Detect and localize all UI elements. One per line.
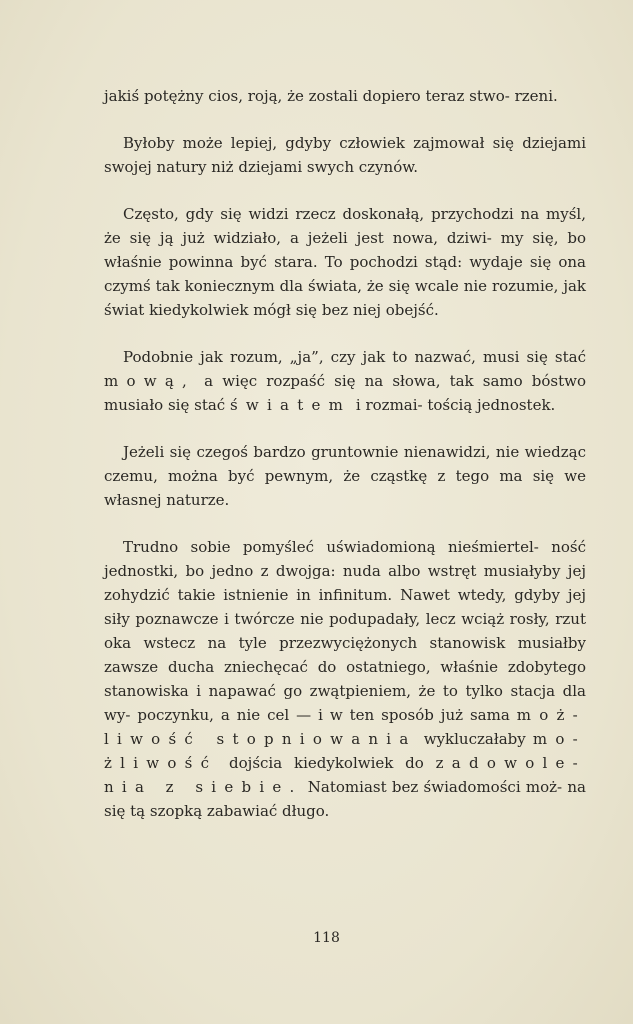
paragraph-text: jakiś potężny cios, roją, że zostali dopiero teraz stwo- rzeni. xyxy=(104,87,558,105)
paragraph xyxy=(104,535,586,823)
emphasized-spaced-text: światem xyxy=(229,396,352,414)
emphasized-spaced-text: mową, xyxy=(104,372,196,390)
paragraph-text: dojścia kiedykolwiek do xyxy=(217,754,436,772)
paragraph xyxy=(104,345,586,417)
paragraph xyxy=(104,440,586,512)
paragraph xyxy=(104,131,586,179)
paragraph-text: Byłoby może lepiej, gdyby człowiek zajmował się dziejami swojej natury niż dziejami swych czynów. xyxy=(104,134,586,176)
paragraph-text: wykluczałaby xyxy=(416,730,533,748)
paragraph xyxy=(104,202,586,322)
emphasized-spaced-text: moż- liwość stopniowania xyxy=(104,706,586,748)
paragraph xyxy=(104,84,586,108)
paragraph-text: i rozmai- tością jednostek. xyxy=(351,396,556,414)
body-text xyxy=(104,84,586,823)
emphasized-spaced-text: mo- żliwość xyxy=(104,730,586,772)
emphasized-spaced-text: zadowole- nia z siebie. xyxy=(104,754,586,796)
paragraph-text: Podobnie jak rozum, „ja”, czy jak to nazwać, musi się stać xyxy=(123,348,586,366)
paragraph-text: Natomiast bez świadomości moż- na się tą szopką zabawiać długo. xyxy=(104,778,586,820)
paragraph-text: Trudno sobie pomyśleć uświadomioną nieśmiertel- ność jednostki, bo jedno z dwojga: nuda albo wstręt musiałyby jej zohydzić takie istnienie in infinitum. Nawet wtedy, gdyby jej siły poznawcze i twórcze nie podupadały, lecz wciąż rosły, rzut oka wstecz na tyle przezwyciężonych stanowisk musiałby zawsze ducha zniechęcać do ostatniego, właśnie zdobytego stanowiska i napawać go zwątpieniem, że to tylko stacja dla wy- poczynku, a nie cel — i w ten sposób już sama xyxy=(104,538,586,724)
paragraph-text: Często, gdy się widzi rzecz doskonałą, przychodzi na myśl, że się ją już widziało, a jeżeli jest nowa, dziwi- my się, bo właśnie powinna być stara. To pochodzi stąd: wydaje się ona czymś tak koniecznym dla świata, że się wcale nie rozumie, jak świat kiedykolwiek mógł się bez niej obejść. xyxy=(104,205,586,319)
page-number: 118 xyxy=(313,930,340,946)
paragraph-text: Jeżeli się czegoś bardzo gruntownie nienawidzi, nie wiedząc czemu, można być pewnym, że cząstkę z tego ma się we własnej naturze. xyxy=(104,443,586,509)
paragraph-text: a więc rozpaść się na słowa, tak samo bóstwo musiało się stać xyxy=(104,372,586,414)
